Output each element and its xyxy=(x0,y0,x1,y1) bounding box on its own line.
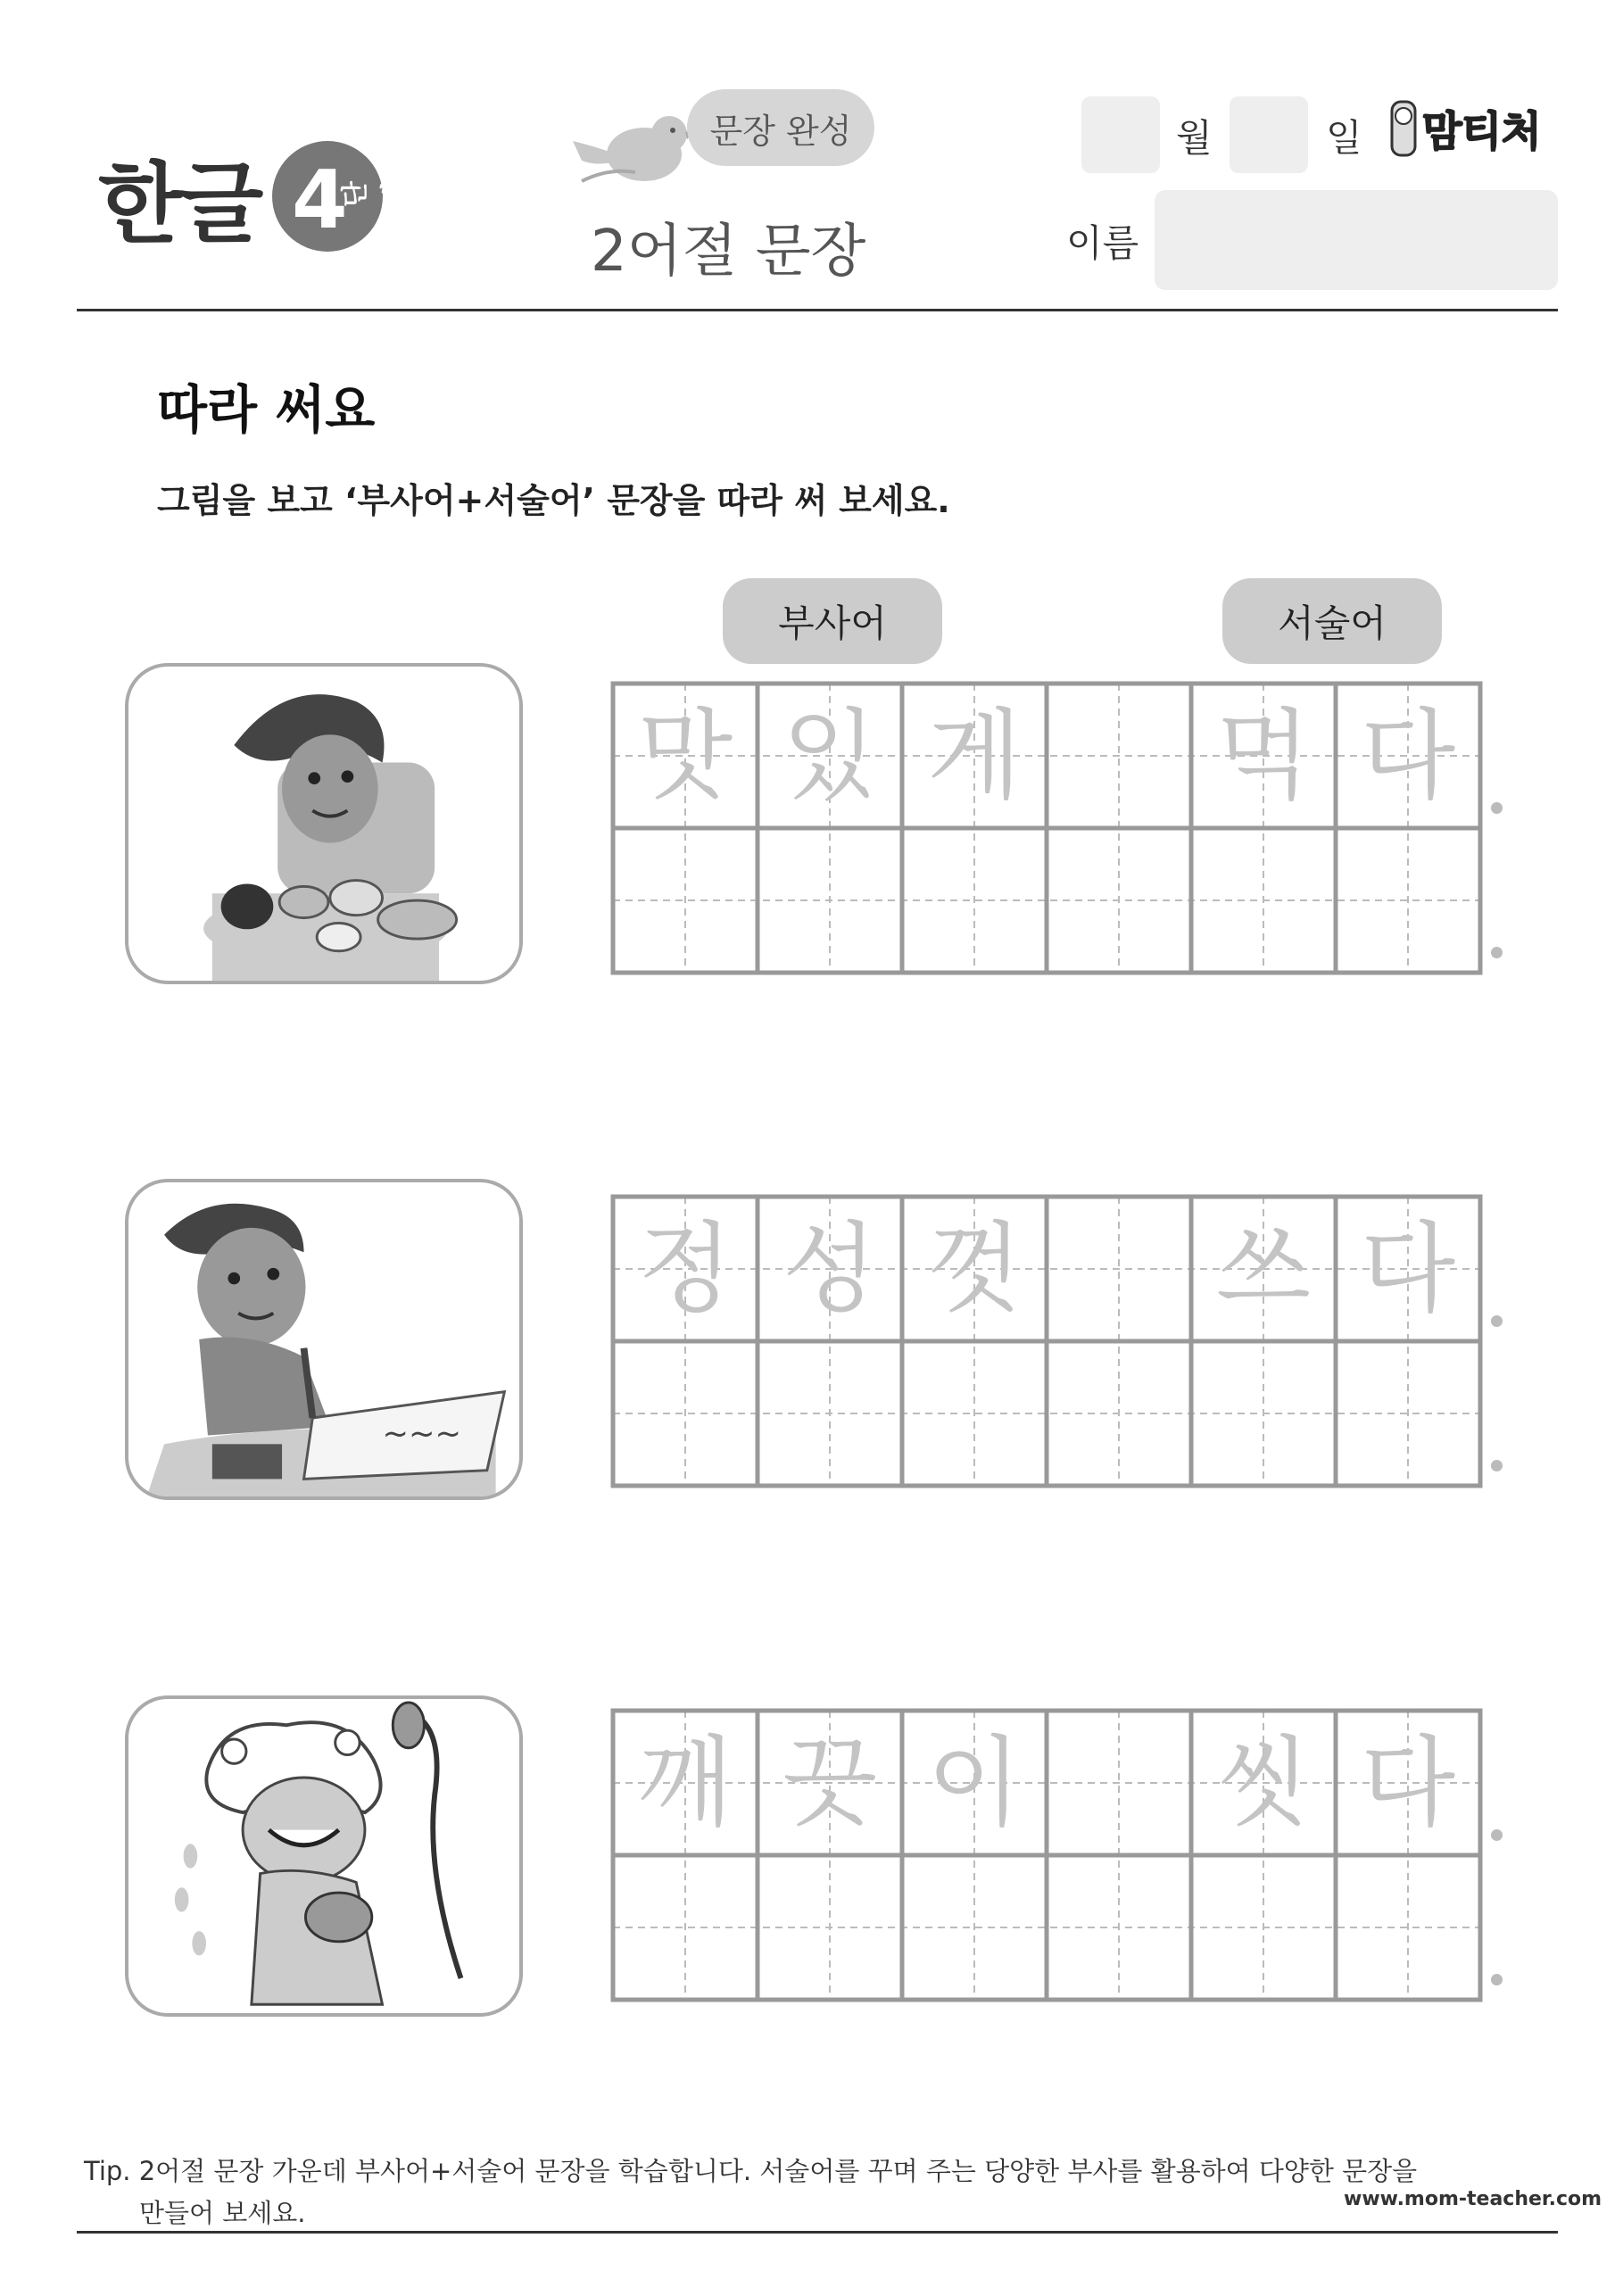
level-word: 단계 xyxy=(340,181,410,207)
svg-text:~~~: ~~~ xyxy=(382,1415,461,1453)
period-dot xyxy=(1491,1974,1503,1985)
tip-text-continued: 만들어 보세요. xyxy=(139,2198,306,2228)
name-label: 이름 xyxy=(1066,221,1139,265)
trace-char: 다 xyxy=(1360,1212,1456,1326)
trace-char: 이 xyxy=(926,1726,1023,1840)
name-field[interactable] xyxy=(1155,190,1558,290)
writing-grid xyxy=(613,1711,1480,2000)
level-number: 4 xyxy=(292,153,348,247)
trace-char: 먹 xyxy=(1215,699,1312,813)
instruction-text: 그림을 보고 ‘부사어+서술어’ 문장을 따라 써 보세요. xyxy=(157,481,950,520)
trace-char: 쓰 xyxy=(1215,1212,1312,1326)
brand-logo xyxy=(1388,96,1558,159)
period-dot xyxy=(1491,947,1503,958)
boy-eating-meal-illustration xyxy=(125,663,523,984)
month-label: 월 xyxy=(1176,116,1213,160)
trace-char: 껏 xyxy=(926,1212,1023,1326)
day-field[interactable] xyxy=(1230,96,1308,173)
trace-char: 맛 xyxy=(637,699,733,813)
period-dot xyxy=(1491,1315,1503,1327)
page-subtitle: 2어절 문장 xyxy=(591,219,866,285)
trace-char: 깨 xyxy=(637,1726,733,1840)
trace-char xyxy=(1047,1197,1191,1341)
trace-char xyxy=(1047,684,1191,828)
tip-text: Tip. 2어절 문장 가운데 부사어+서술어 문장을 학습합니다. 서술어를 꾸며 주는 당양한 부사를 활용하여 다양한 문장을 xyxy=(84,2156,1418,2186)
brand-text: 맘티처 xyxy=(1422,107,1542,155)
trace-char: 있 xyxy=(782,699,878,813)
writing-grid xyxy=(613,684,1480,973)
boy-showering-illustration xyxy=(125,1695,523,2017)
period-dot xyxy=(1491,802,1503,814)
period-dot xyxy=(1491,1829,1503,1841)
trace-char: 성 xyxy=(782,1212,878,1326)
section-title: 따라 써요 xyxy=(157,379,376,440)
trace-char: 끗 xyxy=(782,1726,878,1840)
header-divider xyxy=(77,309,1558,311)
month-field[interactable] xyxy=(1081,96,1160,173)
day-label: 일 xyxy=(1326,116,1362,160)
bird-icon xyxy=(564,105,698,195)
footer-divider xyxy=(77,2231,1558,2234)
predicate-column-label: 서술어 xyxy=(1222,578,1442,664)
worksheet-logo: 한글 xyxy=(98,153,261,255)
level-badge xyxy=(272,141,410,252)
topic-badge: 문장 완성 xyxy=(687,89,874,166)
trace-char: 게 xyxy=(926,699,1023,813)
trace-char: 다 xyxy=(1360,699,1456,813)
writing-grid xyxy=(613,1197,1480,1486)
boy-calligraphy-illustration xyxy=(125,1179,523,1500)
trace-char: 씻 xyxy=(1215,1726,1312,1840)
trace-char xyxy=(1047,1711,1191,1855)
trace-char: 정 xyxy=(637,1212,733,1326)
website-url: www.mom-teacher.com xyxy=(1344,2188,1602,2210)
adverb-column-label: 부사어 xyxy=(723,578,942,664)
trace-char: 다 xyxy=(1360,1726,1456,1840)
period-dot xyxy=(1491,1460,1503,1471)
